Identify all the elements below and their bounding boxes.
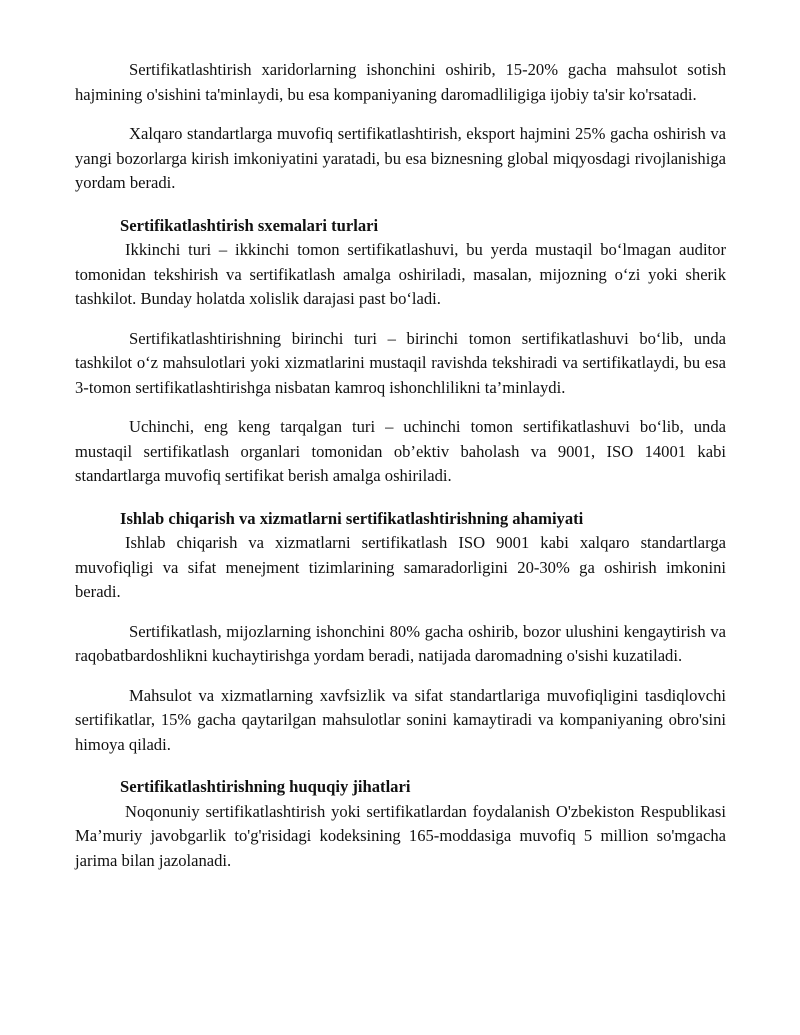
paragraph-iso-9001: Ishlab chiqarish va xizmatlarni sertifikatlash ISO 9001 kabi xalqaro standartlarga muvofiqligi va sifat menejment tizimlarining samaradorligini 20-30% ga oshirish imkonini beradi.: [75, 533, 726, 601]
paragraph-sales-growth: Sertifikatlashtirish xaridorlarning ishonchini oshirib, 15-20% gacha mahsulot sotish hajmining o'sishini ta'minlaydi, bu esa kompaniyaning daromadliligiga ijobiy ta'sir ko'rsatadi.: [75, 60, 726, 104]
heading-certification-schemes: Sertifikatlashtirish sxemalari turlari: [120, 215, 379, 235]
document-page: [75, 58, 726, 873]
paragraph-third-party: Uchinchi, eng keng tarqalgan turi – uchinchi tomon sertifikatlashuvi bo‘lib, unda mustaqil sertifikatlash organlari tomonidan ob’ektiv baholash va 9001, ISO 14001 kabi standartlarga muvofiq sertifikat berish amalga oshiriladi.: [75, 417, 726, 485]
heading-certification-importance: Ishlab chiqarish va xizmatlarni sertifikatlashtirishning ahamiyati: [120, 508, 584, 528]
paragraph-customer-trust: Sertifikatlash, mijozlarning ishonchini 80% gacha oshirib, bozor ulushini kengaytirish va raqobatbardoshlikni kuchaytirishga yordam beradi, natijada daromadning o'sishi kuzatiladi.: [75, 621, 726, 665]
heading-legal-aspects: Sertifikatlashtirishning huquqiy jihatlari: [120, 777, 411, 796]
paragraph-second-party: Ikkinchi turi – ikkinchi tomon sertifikatlashuvi, bu yerda mustaqil bo‘lmagan auditor tomonidan tekshirish va sertifikatlash amalga oshiriladi, masalan, mijozning o‘zi yoki sherik tashkilot. Bunday holatda xolislik darajasi past bo‘ladi.: [75, 240, 726, 308]
paragraph-first-party: Sertifikatlashtirishning birinchi turi – birinchi tomon sertifikatlashuvi bo‘lib, unda tashkilot o‘z mahsulotlari yoki xizmatlarini mustaqil ravishda tekshiradi va sertifikatlaydi, bu esa 3-tomon sertifikatlashtirishga nisbatan kamroq ishonchlilikni ta’minlaydi.: [75, 328, 726, 397]
paragraph-illegal-certification: Noqonuniy sertifikatlashtirish yoki sertifikatlardan foydalanish O'zbekiston Respublikasi Ma’muriy javobgarlik to'g'risidagi kodeksining 165-moddasiga muvofiq 5 million so'mgacha jarima bilan jazolanadi.: [75, 801, 726, 870]
paragraph-international-standards: Xalqaro standartlarga muvofiq sertifikatlashtirish, eksport hajmini 25% gacha oshirish va yangi bozorlarga kirish imkoniyatini yaratadi, bu esa biznesning global miqyosdagi rivojlanishiga yordam beradi.: [75, 124, 726, 192]
paragraph-safety-certificates: Mahsulot va xizmatlarning xavfsizlik va sifat standartlariga muvofiqligini tasdiqlovchi sertifikatlar, 15% gacha qaytarilgan mahsulotlar sonini kamaytiradi va kompaniyaning obro'sini himoya qiladi.: [75, 685, 726, 754]
